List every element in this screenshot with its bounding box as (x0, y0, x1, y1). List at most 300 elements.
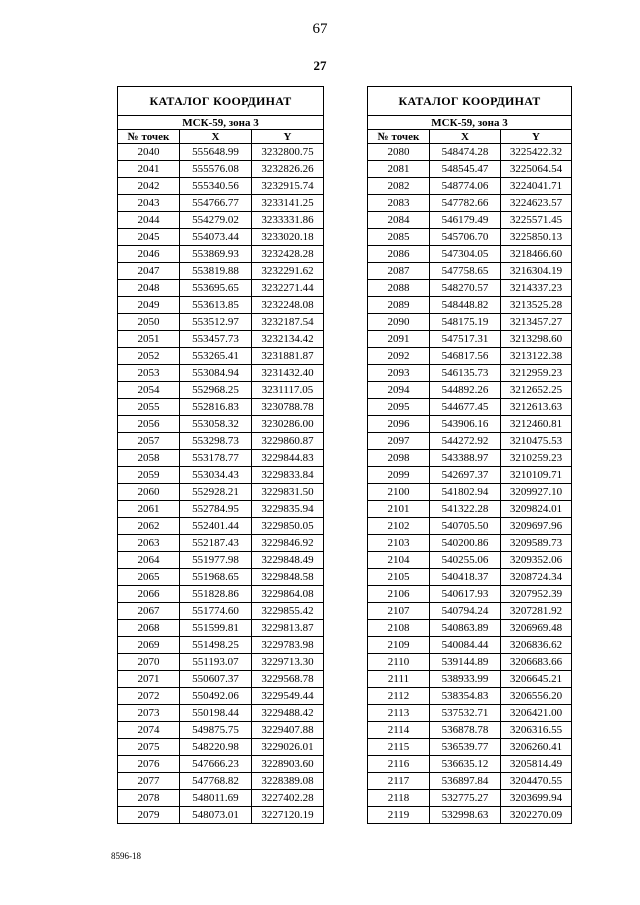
point-number-cell: 2078 (118, 790, 180, 807)
column-header-x: X (430, 130, 501, 144)
point-number-cell: 2089 (368, 297, 430, 314)
y-coordinate-cell: 3213122.38 (501, 348, 572, 365)
x-coordinate-cell: 540794.24 (430, 603, 501, 620)
table-row (118, 722, 324, 739)
table-row (368, 382, 572, 399)
table-row (368, 586, 572, 603)
point-number-cell: 2106 (368, 586, 430, 603)
point-number-cell: 2069 (118, 637, 180, 654)
table-row (118, 620, 324, 637)
x-coordinate-cell: 539144.89 (430, 654, 501, 671)
y-coordinate-cell: 3213525.28 (501, 297, 572, 314)
y-coordinate-cell: 3206260.41 (501, 739, 572, 756)
y-coordinate-cell: 3210109.71 (501, 467, 572, 484)
table-row (118, 484, 324, 501)
table-row (118, 807, 324, 824)
table-row (368, 467, 572, 484)
point-number-cell: 2071 (118, 671, 180, 688)
y-coordinate-cell: 3229850.05 (252, 518, 324, 535)
table-body (368, 144, 572, 824)
table-row (368, 161, 572, 178)
point-number-cell: 2072 (118, 688, 180, 705)
x-coordinate-cell: 553512.97 (180, 314, 252, 331)
x-coordinate-cell: 538933.99 (430, 671, 501, 688)
table-row (368, 280, 572, 297)
table-row (368, 773, 572, 790)
table-row (118, 229, 324, 246)
table-row (368, 654, 572, 671)
x-coordinate-cell: 550198.44 (180, 705, 252, 722)
table-body (118, 144, 324, 824)
x-coordinate-cell: 541322.28 (430, 501, 501, 518)
x-coordinate-cell: 536897.84 (430, 773, 501, 790)
point-number-cell: 2105 (368, 569, 430, 586)
y-coordinate-cell: 3210475.53 (501, 433, 572, 450)
point-number-cell: 2057 (118, 433, 180, 450)
column-header-x: X (180, 130, 252, 144)
y-coordinate-cell: 3229846.92 (252, 535, 324, 552)
table-row (368, 263, 572, 280)
table-row (118, 280, 324, 297)
x-coordinate-cell: 536878.78 (430, 722, 501, 739)
table-row (368, 365, 572, 382)
x-coordinate-cell: 532775.27 (430, 790, 501, 807)
y-coordinate-cell: 3225571.45 (501, 212, 572, 229)
table-row (118, 739, 324, 756)
y-coordinate-cell: 3206836.62 (501, 637, 572, 654)
table-row (368, 246, 572, 263)
x-coordinate-cell: 552401.44 (180, 518, 252, 535)
point-number-cell: 2112 (368, 688, 430, 705)
x-coordinate-cell: 540418.37 (430, 569, 501, 586)
point-number-cell: 2046 (118, 246, 180, 263)
y-coordinate-cell: 3229831.50 (252, 484, 324, 501)
x-coordinate-cell: 553819.88 (180, 263, 252, 280)
point-number-cell: 2109 (368, 637, 430, 654)
point-number-cell: 2063 (118, 535, 180, 552)
point-number-cell: 2079 (118, 807, 180, 824)
page-number: 67 (312, 21, 328, 37)
y-coordinate-cell: 3230788.78 (252, 399, 324, 416)
y-coordinate-cell: 3225064.54 (501, 161, 572, 178)
table-row (368, 501, 572, 518)
point-number-cell: 2058 (118, 450, 180, 467)
table-row (118, 688, 324, 705)
point-number-cell: 2098 (368, 450, 430, 467)
point-number-cell: 2054 (118, 382, 180, 399)
table-row (118, 195, 324, 212)
table-row (118, 671, 324, 688)
table-row (368, 807, 572, 824)
point-number-cell: 2065 (118, 569, 180, 586)
y-coordinate-cell: 3229860.87 (252, 433, 324, 450)
x-coordinate-cell: 552968.25 (180, 382, 252, 399)
x-coordinate-cell: 551828.86 (180, 586, 252, 603)
x-coordinate-cell: 547782.66 (430, 195, 501, 212)
y-coordinate-cell: 3229568.78 (252, 671, 324, 688)
x-coordinate-cell: 555648.99 (180, 144, 252, 161)
point-number-cell: 2040 (118, 144, 180, 161)
table-row (368, 314, 572, 331)
x-coordinate-cell: 549875.75 (180, 722, 252, 739)
table-row (368, 229, 572, 246)
y-coordinate-cell: 3206969.48 (501, 620, 572, 637)
y-coordinate-cell: 3229835.94 (252, 501, 324, 518)
point-number-cell: 2088 (368, 280, 430, 297)
x-coordinate-cell: 553298.73 (180, 433, 252, 450)
table-row (118, 144, 324, 161)
x-coordinate-cell: 551498.25 (180, 637, 252, 654)
point-number-cell: 2083 (368, 195, 430, 212)
x-coordinate-cell: 551193.07 (180, 654, 252, 671)
y-coordinate-cell: 3209589.73 (501, 535, 572, 552)
y-coordinate-cell: 3225850.13 (501, 229, 572, 246)
x-coordinate-cell: 554073.44 (180, 229, 252, 246)
x-coordinate-cell: 552928.21 (180, 484, 252, 501)
x-coordinate-cell: 536635.12 (430, 756, 501, 773)
y-coordinate-cell: 3232134.42 (252, 331, 324, 348)
coordinate-catalog-table (367, 86, 572, 824)
x-coordinate-cell: 547304.05 (430, 246, 501, 263)
table-row (118, 399, 324, 416)
point-number-cell: 2052 (118, 348, 180, 365)
table-row (118, 552, 324, 569)
coordinate-system-label: МСК-59, зона 3 (368, 116, 572, 130)
point-number-cell: 2101 (368, 501, 430, 518)
point-number-cell: 2077 (118, 773, 180, 790)
table-row (118, 161, 324, 178)
y-coordinate-cell: 3213298.60 (501, 331, 572, 348)
point-number-cell: 2051 (118, 331, 180, 348)
y-coordinate-cell: 3229783.98 (252, 637, 324, 654)
table-row (118, 773, 324, 790)
catalog-title: КАТАЛОГ КООРДИНАТ (368, 87, 572, 116)
point-number-cell: 2119 (368, 807, 430, 824)
y-coordinate-cell: 3229407.88 (252, 722, 324, 739)
table-row (368, 637, 572, 654)
x-coordinate-cell: 544892.26 (430, 382, 501, 399)
y-coordinate-cell: 3232800.75 (252, 144, 324, 161)
y-coordinate-cell: 3229833.84 (252, 467, 324, 484)
x-coordinate-cell: 553265.41 (180, 348, 252, 365)
point-number-cell: 2073 (118, 705, 180, 722)
point-number-cell: 2061 (118, 501, 180, 518)
point-number-cell: 2067 (118, 603, 180, 620)
x-coordinate-cell: 540084.44 (430, 637, 501, 654)
table-row (368, 705, 572, 722)
x-coordinate-cell: 547517.31 (430, 331, 501, 348)
point-number-cell: 2045 (118, 229, 180, 246)
table-row (118, 637, 324, 654)
y-coordinate-cell: 3232826.26 (252, 161, 324, 178)
y-coordinate-cell: 3212652.25 (501, 382, 572, 399)
point-number-cell: 2084 (368, 212, 430, 229)
table-row (118, 467, 324, 484)
point-number-cell: 2111 (368, 671, 430, 688)
y-coordinate-cell: 3218466.60 (501, 246, 572, 263)
y-coordinate-cell: 3232291.62 (252, 263, 324, 280)
y-coordinate-cell: 3206421.00 (501, 705, 572, 722)
y-coordinate-cell: 3205814.49 (501, 756, 572, 773)
y-coordinate-cell: 3209352.06 (501, 552, 572, 569)
table-row (118, 212, 324, 229)
x-coordinate-cell: 547758.65 (430, 263, 501, 280)
table-row (118, 705, 324, 722)
point-number-cell: 2102 (368, 518, 430, 535)
x-coordinate-cell: 553457.73 (180, 331, 252, 348)
table-row (118, 297, 324, 314)
table-row (118, 348, 324, 365)
point-number-cell: 2097 (368, 433, 430, 450)
x-coordinate-cell: 548175.19 (430, 314, 501, 331)
table-row (368, 450, 572, 467)
table-row (368, 569, 572, 586)
catalog-title: КАТАЛОГ КООРДИНАТ (118, 87, 324, 116)
point-number-cell: 2110 (368, 654, 430, 671)
point-number-cell: 2049 (118, 297, 180, 314)
x-coordinate-cell: 553178.77 (180, 450, 252, 467)
y-coordinate-cell: 3209927.10 (501, 484, 572, 501)
y-coordinate-cell: 3229713.30 (252, 654, 324, 671)
point-number-cell: 2056 (118, 416, 180, 433)
y-coordinate-cell: 3229549.44 (252, 688, 324, 705)
x-coordinate-cell: 552816.83 (180, 399, 252, 416)
x-coordinate-cell: 548073.01 (180, 807, 252, 824)
x-coordinate-cell: 547666.23 (180, 756, 252, 773)
table-row (368, 722, 572, 739)
y-coordinate-cell: 3208724.34 (501, 569, 572, 586)
y-coordinate-cell: 3229488.42 (252, 705, 324, 722)
point-number-cell: 2091 (368, 331, 430, 348)
table-row (118, 535, 324, 552)
x-coordinate-cell: 551977.98 (180, 552, 252, 569)
y-coordinate-cell: 3227402.28 (252, 790, 324, 807)
y-coordinate-cell: 3233020.18 (252, 229, 324, 246)
point-number-cell: 2060 (118, 484, 180, 501)
column-header-y: Y (252, 130, 324, 144)
y-coordinate-cell: 3209697.96 (501, 518, 572, 535)
x-coordinate-cell: 555576.08 (180, 161, 252, 178)
point-number-cell: 2107 (368, 603, 430, 620)
point-number-cell: 2066 (118, 586, 180, 603)
table-row (368, 195, 572, 212)
y-coordinate-cell: 3206316.55 (501, 722, 572, 739)
x-coordinate-cell: 538354.83 (430, 688, 501, 705)
table-row (368, 671, 572, 688)
y-coordinate-cell: 3229813.87 (252, 620, 324, 637)
x-coordinate-cell: 543388.97 (430, 450, 501, 467)
point-number-cell: 2043 (118, 195, 180, 212)
y-coordinate-cell: 3231881.87 (252, 348, 324, 365)
y-coordinate-cell: 3210259.23 (501, 450, 572, 467)
table-row (118, 518, 324, 535)
point-number-cell: 2087 (368, 263, 430, 280)
point-number-cell: 2081 (368, 161, 430, 178)
x-coordinate-cell: 551774.60 (180, 603, 252, 620)
point-number-cell: 2090 (368, 314, 430, 331)
table-row (368, 399, 572, 416)
table-row (118, 246, 324, 263)
table-row (118, 263, 324, 280)
table-row (118, 382, 324, 399)
point-number-cell: 2074 (118, 722, 180, 739)
y-coordinate-cell: 3212613.63 (501, 399, 572, 416)
point-number-cell: 2099 (368, 467, 430, 484)
x-coordinate-cell: 546135.73 (430, 365, 501, 382)
point-number-cell: 2080 (368, 144, 430, 161)
point-number-cell: 2115 (368, 739, 430, 756)
table-row (368, 433, 572, 450)
point-number-cell: 2113 (368, 705, 430, 722)
point-number-cell: 2050 (118, 314, 180, 331)
y-coordinate-cell: 3229026.01 (252, 739, 324, 756)
table-row (118, 501, 324, 518)
table-row (368, 756, 572, 773)
y-coordinate-cell: 3232271.44 (252, 280, 324, 297)
x-coordinate-cell: 551968.65 (180, 569, 252, 586)
point-number-cell: 2085 (368, 229, 430, 246)
x-coordinate-cell: 540255.06 (430, 552, 501, 569)
x-coordinate-cell: 543906.16 (430, 416, 501, 433)
table-row (118, 365, 324, 382)
y-coordinate-cell: 3224623.57 (501, 195, 572, 212)
point-number-cell: 2117 (368, 773, 430, 790)
coordinate-system-label: МСК-59, зона 3 (118, 116, 324, 130)
table-row (368, 484, 572, 501)
column-header-point-number: № точек (368, 130, 430, 144)
y-coordinate-cell: 3229848.58 (252, 569, 324, 586)
x-coordinate-cell: 544677.45 (430, 399, 501, 416)
y-coordinate-cell: 3207281.92 (501, 603, 572, 620)
y-coordinate-cell: 3229844.83 (252, 450, 324, 467)
table-row (118, 654, 324, 671)
table-row (118, 416, 324, 433)
y-coordinate-cell: 3214337.23 (501, 280, 572, 297)
table-row (368, 297, 572, 314)
point-number-cell: 2093 (368, 365, 430, 382)
table-row (368, 535, 572, 552)
point-number-cell: 2095 (368, 399, 430, 416)
y-coordinate-cell: 3229864.08 (252, 586, 324, 603)
sheet-number: 27 (313, 58, 327, 73)
y-coordinate-cell: 3231117.05 (252, 382, 324, 399)
point-number-cell: 2064 (118, 552, 180, 569)
x-coordinate-cell: 540617.93 (430, 586, 501, 603)
x-coordinate-cell: 553613.85 (180, 297, 252, 314)
x-coordinate-cell: 547768.82 (180, 773, 252, 790)
x-coordinate-cell: 548448.82 (430, 297, 501, 314)
y-coordinate-cell: 3228389.08 (252, 773, 324, 790)
x-coordinate-cell: 548220.98 (180, 739, 252, 756)
table-row (368, 144, 572, 161)
table-row (118, 790, 324, 807)
y-coordinate-cell: 3229855.42 (252, 603, 324, 620)
x-coordinate-cell: 536539.77 (430, 739, 501, 756)
x-coordinate-cell: 553084.94 (180, 365, 252, 382)
point-number-cell: 2118 (368, 790, 430, 807)
column-header-y: Y (501, 130, 572, 144)
y-coordinate-cell: 3232248.08 (252, 297, 324, 314)
table-row (368, 178, 572, 195)
document-code: 8596-18 (111, 851, 141, 861)
table-row (118, 331, 324, 348)
point-number-cell: 2100 (368, 484, 430, 501)
x-coordinate-cell: 548545.47 (430, 161, 501, 178)
point-number-cell: 2070 (118, 654, 180, 671)
point-number-cell: 2059 (118, 467, 180, 484)
point-number-cell: 2044 (118, 212, 180, 229)
x-coordinate-cell: 532998.63 (430, 807, 501, 824)
table-row (118, 314, 324, 331)
x-coordinate-cell: 546817.56 (430, 348, 501, 365)
point-number-cell: 2042 (118, 178, 180, 195)
y-coordinate-cell: 3232187.54 (252, 314, 324, 331)
y-coordinate-cell: 3227120.19 (252, 807, 324, 824)
x-coordinate-cell: 552784.95 (180, 501, 252, 518)
y-coordinate-cell: 3229848.49 (252, 552, 324, 569)
point-number-cell: 2094 (368, 382, 430, 399)
x-coordinate-cell: 548774.06 (430, 178, 501, 195)
x-coordinate-cell: 544272.92 (430, 433, 501, 450)
table-row (118, 569, 324, 586)
table-row (118, 178, 324, 195)
y-coordinate-cell: 3206556.20 (501, 688, 572, 705)
y-coordinate-cell: 3224041.71 (501, 178, 572, 195)
point-number-cell: 2082 (368, 178, 430, 195)
table-row (368, 552, 572, 569)
point-number-cell: 2076 (118, 756, 180, 773)
point-number-cell: 2116 (368, 756, 430, 773)
y-coordinate-cell: 3202270.09 (501, 807, 572, 824)
table-row (368, 416, 572, 433)
point-number-cell: 2096 (368, 416, 430, 433)
x-coordinate-cell: 545706.70 (430, 229, 501, 246)
y-coordinate-cell: 3232915.74 (252, 178, 324, 195)
table-row (368, 518, 572, 535)
y-coordinate-cell: 3212460.81 (501, 416, 572, 433)
y-coordinate-cell: 3216304.19 (501, 263, 572, 280)
x-coordinate-cell: 551599.81 (180, 620, 252, 637)
table-row (118, 433, 324, 450)
y-coordinate-cell: 3212959.23 (501, 365, 572, 382)
x-coordinate-cell: 550607.37 (180, 671, 252, 688)
x-coordinate-cell: 540705.50 (430, 518, 501, 535)
table-row (368, 331, 572, 348)
y-coordinate-cell: 3232428.28 (252, 246, 324, 263)
point-number-cell: 2104 (368, 552, 430, 569)
table-row (368, 603, 572, 620)
table-row (118, 586, 324, 603)
point-number-cell: 2103 (368, 535, 430, 552)
point-number-cell: 2092 (368, 348, 430, 365)
x-coordinate-cell: 554279.02 (180, 212, 252, 229)
point-number-cell: 2055 (118, 399, 180, 416)
y-coordinate-cell: 3206683.66 (501, 654, 572, 671)
x-coordinate-cell: 548474.28 (430, 144, 501, 161)
y-coordinate-cell: 3203699.94 (501, 790, 572, 807)
point-number-cell: 2053 (118, 365, 180, 382)
table-row (368, 790, 572, 807)
y-coordinate-cell: 3204470.55 (501, 773, 572, 790)
x-coordinate-cell: 541802.94 (430, 484, 501, 501)
y-coordinate-cell: 3230286.00 (252, 416, 324, 433)
point-number-cell: 2075 (118, 739, 180, 756)
point-number-cell: 2114 (368, 722, 430, 739)
x-coordinate-cell: 542697.37 (430, 467, 501, 484)
point-number-cell: 2047 (118, 263, 180, 280)
x-coordinate-cell: 548270.57 (430, 280, 501, 297)
y-coordinate-cell: 3233331.86 (252, 212, 324, 229)
